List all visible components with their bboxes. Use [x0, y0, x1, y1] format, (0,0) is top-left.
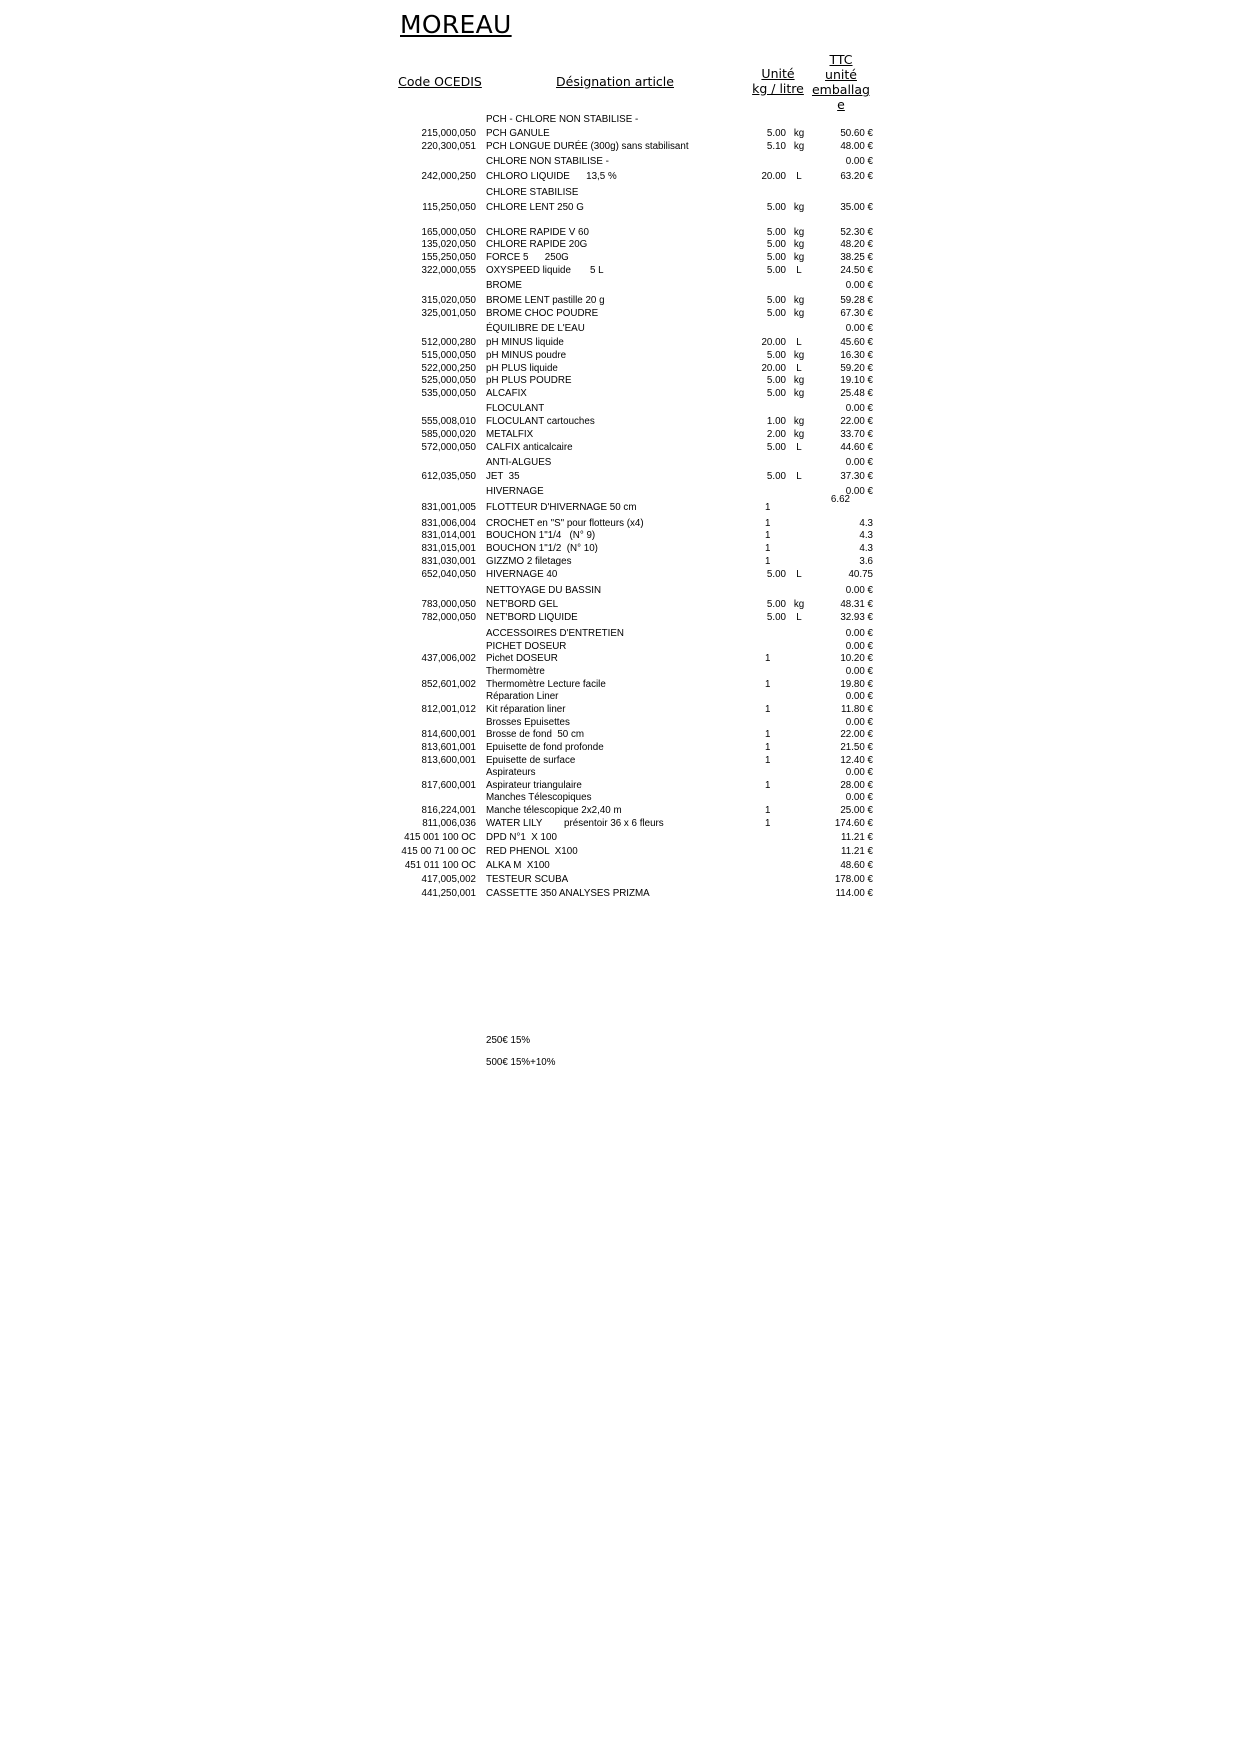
item-price: 11.80 €: [841, 704, 873, 715]
item-code: 817,600,001: [421, 780, 476, 791]
item-code: 831,006,004: [421, 518, 476, 529]
item-code: 852,601,002: [421, 679, 476, 690]
item-quantity: 5.00: [766, 569, 786, 580]
item-price: 11.21 €: [841, 832, 873, 843]
item-price: 0.00 €: [845, 717, 873, 728]
item-price: 3.6: [859, 556, 873, 567]
item-designation: ALCAFIX: [486, 388, 527, 399]
item-price: 44.60 €: [840, 442, 873, 453]
item-designation: Aspirateurs: [486, 767, 536, 778]
item-designation: CHLORE STABILISE: [486, 187, 579, 198]
item-designation: CALFIX anticalcaire: [486, 442, 573, 453]
header-ttc-line3: emballag: [811, 82, 870, 97]
item-price: 22.00 €: [840, 729, 873, 740]
table-row: [0, 279, 1241, 292]
item-quantity: 5.00: [766, 202, 786, 213]
table-row: [0, 428, 1241, 441]
item-quantity: 5.00: [766, 375, 786, 386]
item-price: 25.48 €: [840, 388, 873, 399]
item-designation: Brosse de fond 50 cm: [486, 729, 585, 740]
table-row: [0, 264, 1241, 277]
item-unit: L: [796, 363, 802, 374]
item-code: 652,040,050: [421, 569, 476, 580]
item-designation: BROME: [486, 280, 522, 291]
item-quantity: 1: [765, 805, 771, 816]
item-designation: FLOTTEUR D'HIVERNAGE 50 cm: [486, 502, 637, 513]
item-price: 28.00 €: [840, 780, 873, 791]
item-designation: BROME LENT pastille 20 g: [486, 295, 605, 306]
table-row: [0, 402, 1241, 415]
item-designation: Epuisette de surface: [486, 755, 576, 766]
table-row: [0, 568, 1241, 581]
table-row: [0, 741, 1241, 754]
item-designation: WATER LILY présentoir 36 x 6 fleurs: [486, 818, 664, 829]
item-price: 22.00 €: [840, 416, 873, 427]
table-row: [0, 238, 1241, 251]
item-unit: kg: [793, 388, 805, 399]
item-price: 4.3: [859, 543, 873, 554]
header-code: Code OCEDIS: [398, 74, 482, 89]
item-code: 572,000,050: [421, 442, 476, 453]
table-row: [0, 703, 1241, 716]
item-price: 174.60 €: [834, 818, 873, 829]
table-row: [0, 831, 1241, 844]
item-designation: PICHET DOSEUR: [486, 641, 567, 652]
item-quantity: 5.00: [766, 308, 786, 319]
item-code: 783,000,050: [421, 599, 476, 610]
table-row: [0, 555, 1241, 568]
header-ttc: [808, 52, 874, 112]
item-code: 115,250,050: [422, 202, 476, 213]
item-quantity: 5.00: [766, 442, 786, 453]
item-price: 0.00 €: [845, 457, 873, 468]
item-price: 0.00 €: [845, 323, 873, 334]
item-code: 585,000,020: [421, 429, 476, 440]
item-unit: kg: [793, 429, 805, 440]
item-price: 59.28 €: [840, 295, 873, 306]
table-row: [0, 201, 1241, 214]
item-quantity: 1: [765, 530, 771, 541]
item-price: 114.00 €: [835, 888, 873, 899]
item-designation: CHLORE NON STABILISE -: [486, 156, 609, 167]
discount-note: 500€ 15%+10%: [486, 1057, 556, 1068]
table-row: [0, 251, 1241, 264]
table-row: [0, 441, 1241, 454]
item-unit: L: [796, 265, 802, 276]
item-unit: L: [796, 612, 802, 623]
item-price: 37.30 €: [840, 471, 873, 482]
item-price: 178.00 €: [834, 874, 873, 885]
item-quantity: 1: [765, 780, 771, 791]
item-designation: CHLORE RAPIDE V 60: [486, 227, 589, 238]
item-designation: Pichet DOSEUR: [486, 653, 558, 664]
item-price: 12.40 €: [840, 755, 873, 766]
item-quantity: 1: [765, 818, 771, 829]
item-code: 782,000,050: [421, 612, 476, 623]
item-designation: NETTOYAGE DU BASSIN: [486, 585, 602, 596]
table-row: [0, 494, 1241, 514]
table-row: [0, 728, 1241, 741]
item-designation: CHLORE RAPIDE 20G: [486, 239, 588, 250]
item-price: 48.00 €: [840, 141, 873, 152]
item-designation: PCH GANULE: [486, 128, 550, 139]
table-row: [0, 374, 1241, 387]
item-unit: kg: [793, 141, 805, 152]
item-quantity: 1: [765, 742, 771, 753]
item-unit: L: [796, 171, 802, 182]
table-row: [0, 415, 1241, 428]
table-row: [0, 887, 1241, 900]
table-row: [0, 791, 1241, 804]
item-code: 813,600,001: [421, 755, 476, 766]
item-price: 0.00 €: [845, 280, 873, 291]
item-unit: kg: [793, 350, 805, 361]
item-quantity: 20.00: [761, 337, 786, 348]
item-price: 0.00 €: [845, 666, 873, 677]
item-unit: L: [796, 471, 802, 482]
item-designation: pH MINUS poudre: [486, 350, 567, 361]
header-designation: Désignation article: [556, 74, 674, 89]
item-price: 10.20 €: [840, 653, 873, 664]
item-designation: CHLORE LENT 250 G: [486, 202, 584, 213]
table-row: [0, 456, 1241, 469]
table-row: [0, 155, 1241, 168]
table-row: [0, 294, 1241, 307]
item-quantity: 20.00: [761, 171, 786, 182]
table-row: [0, 611, 1241, 624]
item-designation: Réparation Liner: [486, 691, 559, 702]
item-designation: NET'BORD GEL: [486, 599, 559, 610]
item-quantity: 5.00: [766, 239, 786, 250]
item-quantity: 1: [765, 543, 771, 554]
item-designation: Aspirateur triangulaire: [486, 780, 582, 791]
item-quantity: 1: [765, 518, 771, 529]
item-price: 45.60 €: [840, 337, 873, 348]
item-designation: BOUCHON 1"1/2 (N° 10): [486, 543, 598, 554]
item-designation: FLOCULANT: [486, 403, 545, 414]
item-quantity: 20.00: [761, 363, 786, 374]
item-price: 67.30 €: [840, 308, 873, 319]
item-designation: CASSETTE 350 ANALYSES PRIZMA: [486, 888, 650, 899]
document-title: MOREAU: [400, 10, 512, 39]
table-row: [0, 817, 1241, 830]
table-row: [0, 652, 1241, 665]
item-designation: Manche télescopique 2x2,40 m: [486, 805, 622, 816]
item-designation: TESTEUR SCUBA: [486, 874, 569, 885]
item-quantity: 1: [765, 653, 771, 664]
table-row: [0, 598, 1241, 611]
item-designation: RED PHENOL X100: [486, 846, 578, 857]
item-designation: Thermomètre: [486, 666, 545, 677]
item-price: 6.62: [830, 494, 850, 505]
item-unit: kg: [793, 252, 805, 263]
item-quantity: 1: [765, 755, 771, 766]
table-row: [0, 170, 1241, 183]
item-designation: CROCHET en "S" pour flotteurs (x4): [486, 518, 644, 529]
item-code: 515,000,050: [421, 350, 476, 361]
table-row: [0, 307, 1241, 320]
table-row: [0, 665, 1241, 678]
item-price: 33.70 €: [840, 429, 873, 440]
table-row: [0, 845, 1241, 858]
item-designation: METALFIX: [486, 429, 534, 440]
table-row: [0, 127, 1241, 140]
item-code: 522,000,250: [421, 363, 476, 374]
item-code: 215,000,050: [421, 128, 476, 139]
table-row: [0, 140, 1241, 153]
item-quantity: 5.00: [766, 128, 786, 139]
item-designation: HIVERNAGE: [486, 486, 544, 497]
item-designation: Epuisette de fond profonde: [486, 742, 604, 753]
item-quantity: 5.00: [766, 612, 786, 623]
item-designation: PCH - CHLORE NON STABILISE -: [486, 114, 639, 125]
item-designation: GIZZMO 2 filetages: [486, 556, 572, 567]
item-unit: kg: [793, 202, 805, 213]
item-designation: ALKA M X100: [486, 860, 550, 871]
item-designation: OXYSPEED liquide 5 L: [486, 265, 604, 276]
table-row: [0, 859, 1241, 872]
item-price: 19.80 €: [840, 679, 873, 690]
table-row: [0, 336, 1241, 349]
header-unit-line1: Unité: [761, 66, 795, 81]
item-code: 612,035,050: [421, 471, 476, 482]
item-code: 325,001,050: [421, 308, 476, 319]
item-unit: kg: [793, 416, 805, 427]
item-designation: HIVERNAGE 40: [486, 569, 558, 580]
item-price: 40.75: [848, 569, 873, 580]
table-row: [0, 873, 1241, 886]
item-unit: kg: [793, 227, 805, 238]
item-price: 16.30 €: [840, 350, 873, 361]
item-code: 512,000,280: [421, 337, 476, 348]
item-code: 812,001,012: [421, 704, 476, 715]
item-designation: Thermomètre Lecture facile: [486, 679, 606, 690]
header-unit-line2: kg / litre: [752, 81, 804, 96]
item-price: 4.3: [859, 518, 873, 529]
item-designation: NET'BORD LIQUIDE: [486, 612, 578, 623]
item-designation: ACCESSOIRES D'ENTRETIEN: [486, 628, 624, 639]
item-designation: BROME CHOC POUDRE: [486, 308, 599, 319]
item-unit: kg: [793, 599, 805, 610]
item-price: 59.20 €: [840, 363, 873, 374]
item-code: 441,250,001: [421, 888, 476, 899]
item-unit: L: [796, 442, 802, 453]
item-quantity: 5.00: [766, 265, 786, 276]
item-code: 831,015,001: [421, 543, 476, 554]
item-price: 52.30 €: [840, 227, 873, 238]
item-quantity: 1: [765, 556, 771, 567]
item-price: 0.00 €: [845, 628, 873, 639]
table-row: [0, 804, 1241, 817]
item-code: 451 011 100 OC: [404, 860, 476, 871]
item-designation: CHLORO LIQUIDE 13,5 %: [486, 171, 617, 182]
item-unit: kg: [793, 308, 805, 319]
item-price: 25.00 €: [840, 805, 873, 816]
item-quantity: 1: [765, 729, 771, 740]
item-quantity: 2.00: [766, 429, 786, 440]
item-code: 165,000,050: [421, 227, 476, 238]
item-quantity: 5.00: [766, 227, 786, 238]
item-code: 155,250,050: [421, 252, 476, 263]
header-ttc-line2: unité: [825, 67, 857, 82]
item-designation: pH MINUS liquide: [486, 337, 564, 348]
item-price: 21.50 €: [840, 742, 873, 753]
item-price: 50.60 €: [840, 128, 873, 139]
item-code: 322,000,055: [421, 265, 476, 276]
item-quantity: 5.00: [766, 599, 786, 610]
table-row: [0, 349, 1241, 362]
header-unit: [748, 66, 808, 96]
item-code: 816,224,001: [421, 805, 476, 816]
item-quantity: 1: [765, 502, 771, 513]
item-code: 135,020,050: [421, 239, 476, 250]
item-price: 63.20 €: [840, 171, 873, 182]
table-row: [0, 627, 1241, 640]
item-unit: kg: [793, 375, 805, 386]
item-quantity: 5.00: [766, 471, 786, 482]
item-designation: JET 35: [486, 471, 520, 482]
item-unit: L: [796, 337, 802, 348]
table-row: [0, 470, 1241, 483]
item-quantity: 1: [765, 704, 771, 715]
item-price: 11.21 €: [841, 846, 873, 857]
table-row: [0, 485, 1241, 498]
item-designation: DPD N°1 X 100: [486, 832, 557, 843]
item-designation: Kit réparation liner: [486, 704, 566, 715]
table-row: [0, 186, 1241, 199]
item-designation: ANTI-ALGUES: [486, 457, 552, 468]
item-quantity: 5.00: [766, 295, 786, 306]
table-row: [0, 766, 1241, 779]
item-code: 555,008,010: [421, 416, 476, 427]
item-price: 0.00 €: [845, 156, 873, 167]
item-unit: kg: [793, 295, 805, 306]
item-designation: pH PLUS liquide: [486, 363, 558, 374]
item-price: 0.00 €: [845, 486, 873, 497]
table-row: [0, 113, 1241, 126]
table-row: [0, 322, 1241, 335]
item-price: 24.50 €: [840, 265, 873, 276]
item-code: 535,000,050: [421, 388, 476, 399]
item-quantity: 1: [765, 679, 771, 690]
item-designation: PCH LONGUE DURÉE (300g) sans stabilisant: [486, 141, 689, 152]
item-designation: pH PLUS POUDRE: [486, 375, 572, 386]
item-quantity: 5.00: [766, 350, 786, 361]
item-unit: L: [796, 569, 802, 580]
item-designation: FLOCULANT cartouches: [486, 416, 595, 427]
table-row: [0, 690, 1241, 703]
item-code: 811,006,036: [422, 818, 476, 829]
header-ttc-line1: TTC: [829, 52, 853, 67]
table-row: [0, 529, 1241, 542]
item-code: 831,030,001: [421, 556, 476, 567]
item-code: 415 001 100 OC: [404, 832, 476, 843]
item-code: 415 00 71 00 OC: [401, 846, 476, 857]
item-designation: BOUCHON 1"1/4 (N° 9): [486, 530, 596, 541]
item-code: 315,020,050: [421, 295, 476, 306]
header-ttc-line4: e: [837, 97, 845, 112]
item-code: 831,001,005: [421, 502, 476, 513]
table-row: [0, 584, 1241, 597]
item-quantity: 5.00: [766, 252, 786, 263]
item-code: 437,006,002: [421, 653, 476, 664]
item-price: 0.00 €: [845, 691, 873, 702]
item-quantity: 5.00: [766, 388, 786, 399]
item-code: 525,000,050: [421, 375, 476, 386]
item-designation: ÉQUILIBRE DE L'EAU: [486, 323, 585, 334]
item-designation: FORCE 5 250G: [486, 252, 569, 263]
item-designation: Manches Télescopiques: [486, 792, 592, 803]
item-quantity: 1.00: [766, 416, 786, 427]
item-code: 813,601,001: [421, 742, 476, 753]
item-price: 0.00 €: [845, 585, 873, 596]
item-code: 220,300,051: [421, 141, 476, 152]
item-price: 19.10 €: [840, 375, 873, 386]
item-code: 417,005,002: [421, 874, 476, 885]
item-unit: kg: [793, 239, 805, 250]
item-price: 48.60 €: [840, 860, 873, 871]
item-price: 32.93 €: [840, 612, 873, 623]
item-price: 0.00 €: [845, 403, 873, 414]
item-code: 242,000,250: [421, 171, 476, 182]
item-unit: kg: [793, 128, 805, 139]
item-price: 4.3: [859, 530, 873, 541]
item-price: 0.00 €: [845, 641, 873, 652]
item-designation: Brosses Epuisettes: [486, 717, 570, 728]
discount-note: 250€ 15%: [486, 1035, 531, 1046]
item-code: 814,600,001: [421, 729, 476, 740]
table-row: [0, 542, 1241, 555]
item-price: 35.00 €: [840, 202, 873, 213]
item-price: 48.20 €: [840, 239, 873, 250]
item-code: 831,014,001: [421, 530, 476, 541]
item-price: 38.25 €: [840, 252, 873, 263]
item-price: 0.00 €: [845, 767, 873, 778]
item-price: 48.31 €: [840, 599, 873, 610]
item-price: 0.00 €: [845, 792, 873, 803]
table-row: [0, 387, 1241, 400]
item-quantity: 5.10: [766, 141, 786, 152]
